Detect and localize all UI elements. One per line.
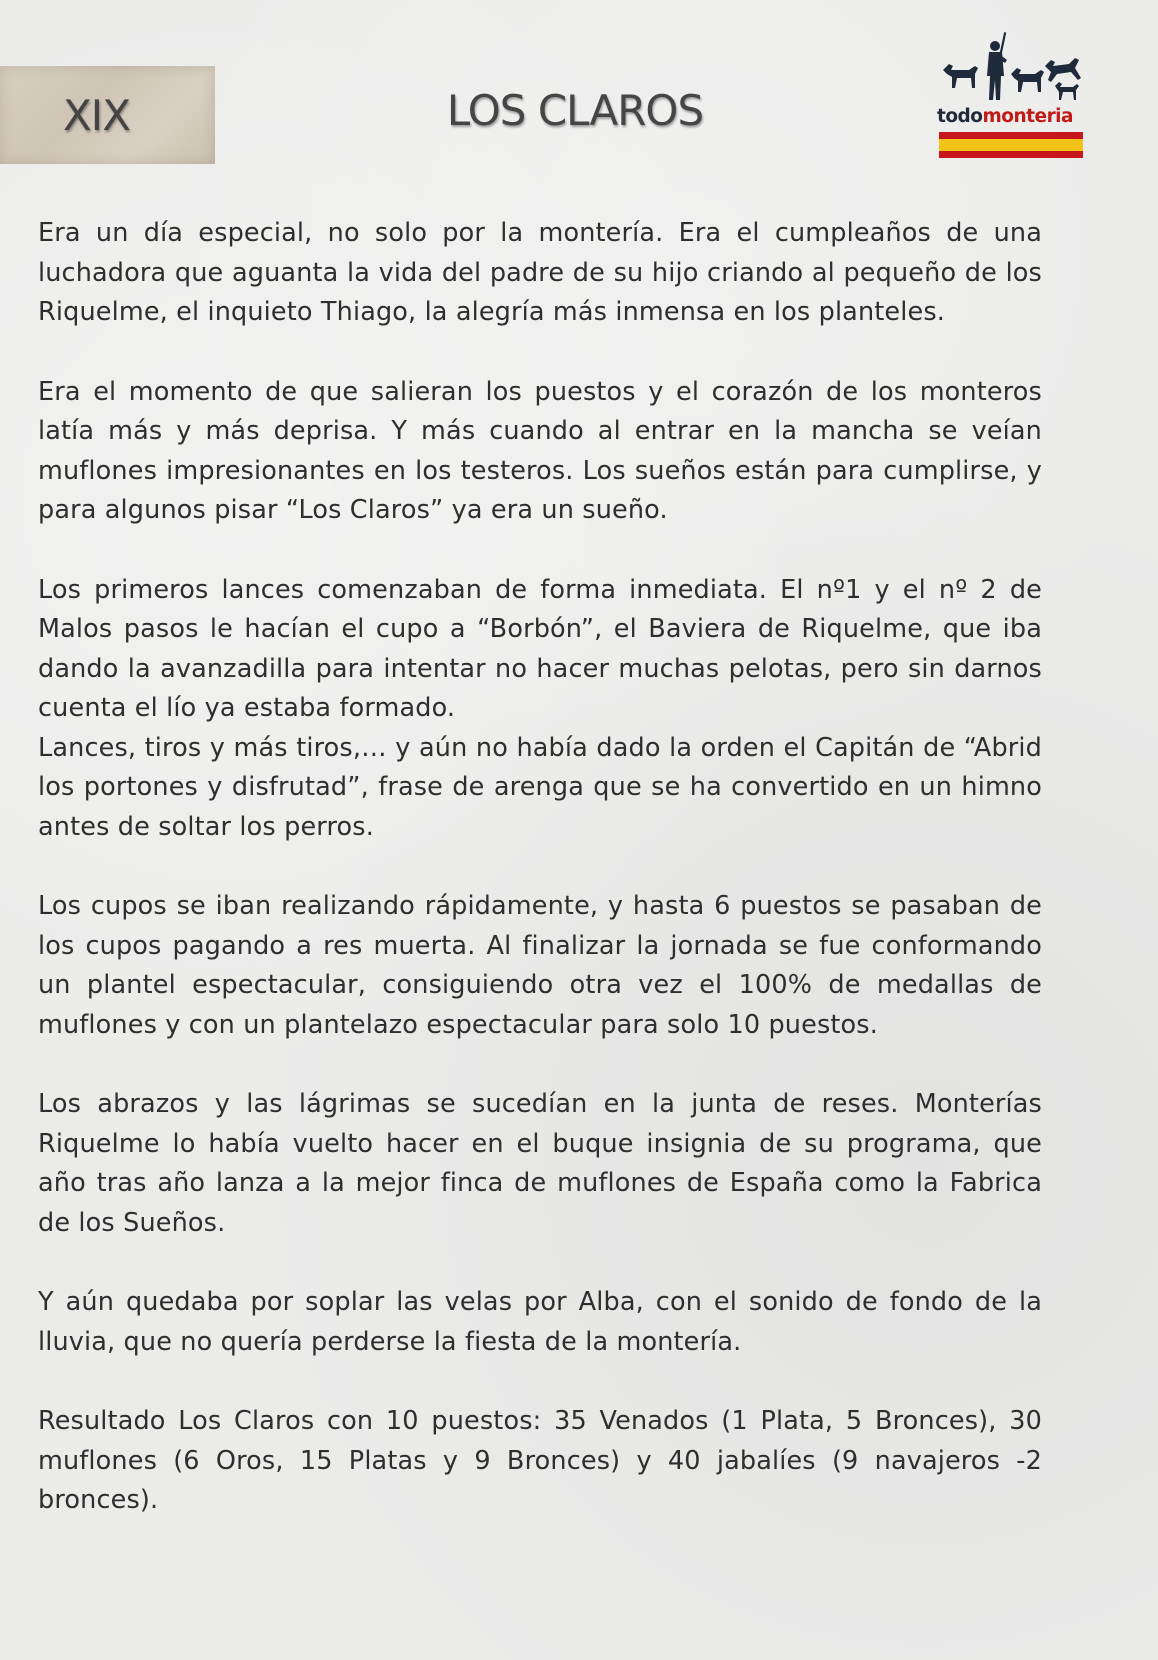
logo-text-todo: todo [937, 106, 983, 127]
logo-wordmark [937, 106, 1085, 127]
logo-text-monteria: monteria [982, 106, 1074, 127]
paragraph-1: Era un día especial, no solo por la montería. Era el cumpleaños de una luchadora que aguanta la vida del padre de su hijo criando al pequeño de los Riquelme, el inquieto Thiago, la alegría más inmensa en los planteles. [38, 218, 1042, 327]
paragraph-2: Era el momento de que salieran los puestos y el corazón de los monteros latía más y más deprisa. Y más cuando al entrar en la mancha se veían muflones impresionantes en los testeros. Los sueños están para cumplirse, y para algunos pisar “Los Claros” ya era un sueño. [38, 376, 1042, 525]
spanish-flag-stripe [939, 132, 1083, 158]
chapter-number: XIX [63, 90, 130, 140]
paragraph-6: Los abrazos y las lágrimas se sucedían en la junta de reses. Monterías Riquelme lo había vuelto hacer en el buque insignia de su programa, que año tras año lanza a la mejor finca de muflones de España como la Fabrica de los Sueños. [38, 1089, 1042, 1238]
todomonteria-logo [935, 30, 1085, 165]
paragraph-4: Lances, tiros y más tiros,… y aún no había dado la orden el Capitán de “Abrid los portones y disfrutad”, frase de arenga que se ha convertido en un himno antes de soltar los perros. [38, 732, 1042, 842]
paragraph-7: Y aún quedaba por soplar las velas por Alba, con el sonido de fondo de la lluvia, que no quería perderse la fiesta de la montería. [38, 1287, 1042, 1357]
paragraph-3: Los primeros lances comenzaban de forma inmediata. El nº1 y el nº 2 de Malos pasos le hacían el cupo a “Borbón”, el Baviera de Riquelme, que iba dando la avanzadilla para intentar no hacer muchas pelotas, pero sin darnos cuenta el lío ya estaba formado. [38, 574, 1042, 723]
page-header [0, 0, 1158, 190]
page-title: LOS CLAROS [446, 86, 704, 135]
article-body [38, 214, 1042, 1561]
chapter-number-box [0, 66, 215, 164]
paragraph-5: Los cupos se iban realizando rápidamente, y hasta 6 puestos se pasaban de los cupos pagando a res muerta. Al finalizar la jornada se fue conformando un plantel espectacular, consiguiendo otra vez el 100% de medallas de muflones y con un plantelazo espectacular para solo 10 puestos. [38, 891, 1042, 1040]
hunter-with-dogs-icon [935, 30, 1085, 105]
paragraph-8: Resultado Los Claros con 10 puestos: 35 Venados (1 Plata, 5 Bronces), 30 muflones (6 Oros, 15 Platas y 9 Bronces) y 40 jabalíes (9 navajeros -2 bronces). [38, 1406, 1042, 1515]
